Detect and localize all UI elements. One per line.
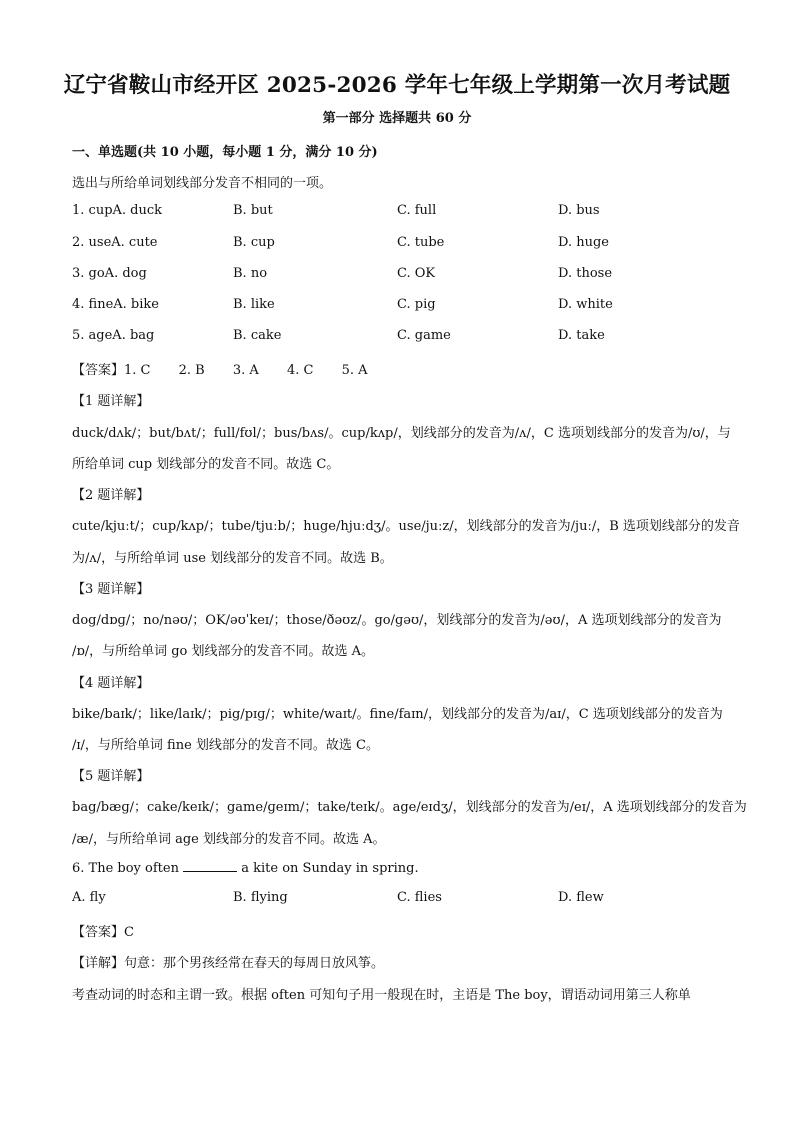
- instruction-text: 选出与所给单词划线部分发音不相同的一项。: [72, 176, 333, 191]
- detail-heading: 【2 题详解】: [72, 488, 150, 503]
- option-d: D. flew: [558, 890, 604, 905]
- option-c: C. tube: [397, 235, 445, 250]
- detail-text: bag/bæɡ/；cake/keɪk/；game/ɡeɪm/；take/teɪk/。age/eɪdʒ/，划线部分的发音为/eɪ/，A 选项划线部分的发音为: [72, 800, 747, 815]
- detail-heading: 【5 题详解】: [72, 769, 150, 784]
- answer-label: 【答案】1. C: [72, 363, 151, 378]
- stem-before-blank: 6. The boy often: [72, 861, 179, 876]
- question-stem: 3. goA. dog: [72, 266, 147, 281]
- question-stem: 2. useA. cute: [72, 235, 158, 250]
- question-row: [72, 266, 732, 286]
- answer-item: 4. C: [286, 363, 314, 378]
- option-b: B. flying: [233, 890, 288, 905]
- option-d: D. white: [558, 297, 613, 312]
- detail-heading: 【1 题详解】: [72, 394, 150, 409]
- detail-text: /ɒ/，与所给单词 go 划线部分的发音不同。故选 A。: [72, 644, 375, 659]
- option-c: C. game: [397, 328, 451, 343]
- detail-heading: 【3 题详解】: [72, 582, 150, 597]
- option-a: A. fly: [72, 890, 106, 905]
- option-b: B. no: [233, 266, 268, 281]
- option-d: D. those: [558, 266, 613, 281]
- question-row: [72, 235, 732, 255]
- answer-line: [72, 359, 392, 378]
- section-subtitle: 第一部分 选择题共 60 分: [322, 111, 472, 126]
- answer-item: 3. A: [232, 363, 259, 378]
- answer-blank: [183, 859, 237, 872]
- answer-item: 5. A: [341, 363, 368, 378]
- detail-text: cute/kjuːt/；cup/kʌp/；tube/tjuːb/；huge/hjuːdʒ/。use/juːz/，划线部分的发音为/juː/，B 选项划线部分的发音: [72, 519, 740, 534]
- question-6-options: [72, 890, 732, 910]
- option-b: B. but: [233, 203, 273, 218]
- question-6-analysis: 考查动词的时态和主谓一致。根据 often 可知句子用一般现在时，主语是 The boy，谓语动词用第三人称单: [72, 988, 691, 1003]
- question-6-answer: 【答案】C: [72, 925, 134, 940]
- detail-text: dog/dɒɡ/；no/nəʊ/；OK/əʊˈkeɪ/；those/ðəʊz/。go/ɡəʊ/，划线部分的发音为/əʊ/，A 选项划线部分的发音为: [72, 613, 722, 628]
- detail-heading: 【4 题详解】: [72, 676, 150, 691]
- question-stem: 5. ageA. bag: [72, 328, 155, 343]
- detail-text: 所给单词 cup 划线部分的发音不同。故选 C。: [72, 457, 340, 472]
- detail-text: /æ/，与所给单词 age 划线部分的发音不同。故选 A。: [72, 832, 386, 847]
- question-stem: 4. fineA. bike: [72, 297, 159, 312]
- option-b: B. like: [233, 297, 275, 312]
- option-b: B. cup: [233, 235, 275, 250]
- detail-text: 为/ʌ/，与所给单词 use 划线部分的发音不同。故选 B。: [72, 551, 393, 566]
- question-stem: 1. cupA. duck: [72, 203, 163, 218]
- option-c: C. pig: [397, 297, 436, 312]
- option-d: D. bus: [558, 203, 600, 218]
- question-6-stem: [72, 859, 732, 876]
- option-c: C. flies: [397, 890, 442, 905]
- section-heading: 一、单选题(共 10 小题，每小题 1 分，满分 10 分): [72, 145, 378, 160]
- option-b: B. cake: [233, 328, 282, 343]
- option-d: D. take: [558, 328, 605, 343]
- stem-after-blank: a kite on Sunday in spring.: [241, 861, 419, 876]
- answer-item: 2. B: [178, 363, 205, 378]
- page-title: 辽宁省鞍山市经开区 2025-2026 学年七年级上学期第一次月考试题: [63, 73, 731, 98]
- question-6-detail: 【详解】句意：那个男孩经常在春天的每周日放风筝。: [72, 956, 385, 971]
- option-c: C. OK: [397, 266, 436, 281]
- option-d: D. huge: [558, 235, 609, 250]
- detail-text: duck/dʌk/；but/bʌt/；full/fʊl/；bus/bʌs/。cup/kʌp/，划线部分的发音为/ʌ/，C 选项划线部分的发音为/ʊ/，与: [72, 426, 731, 441]
- detail-text: /ɪ/，与所给单词 fine 划线部分的发音不同。故选 C。: [72, 738, 379, 753]
- question-row: [72, 297, 732, 317]
- question-row: [72, 328, 732, 348]
- detail-text: bike/baɪk/；like/laɪk/；pig/pɪɡ/；white/waɪt/。fine/faɪn/，划线部分的发音为/aɪ/，C 选项划线部分的发音为: [72, 707, 723, 722]
- question-row: [72, 203, 732, 223]
- option-c: C. full: [397, 203, 437, 218]
